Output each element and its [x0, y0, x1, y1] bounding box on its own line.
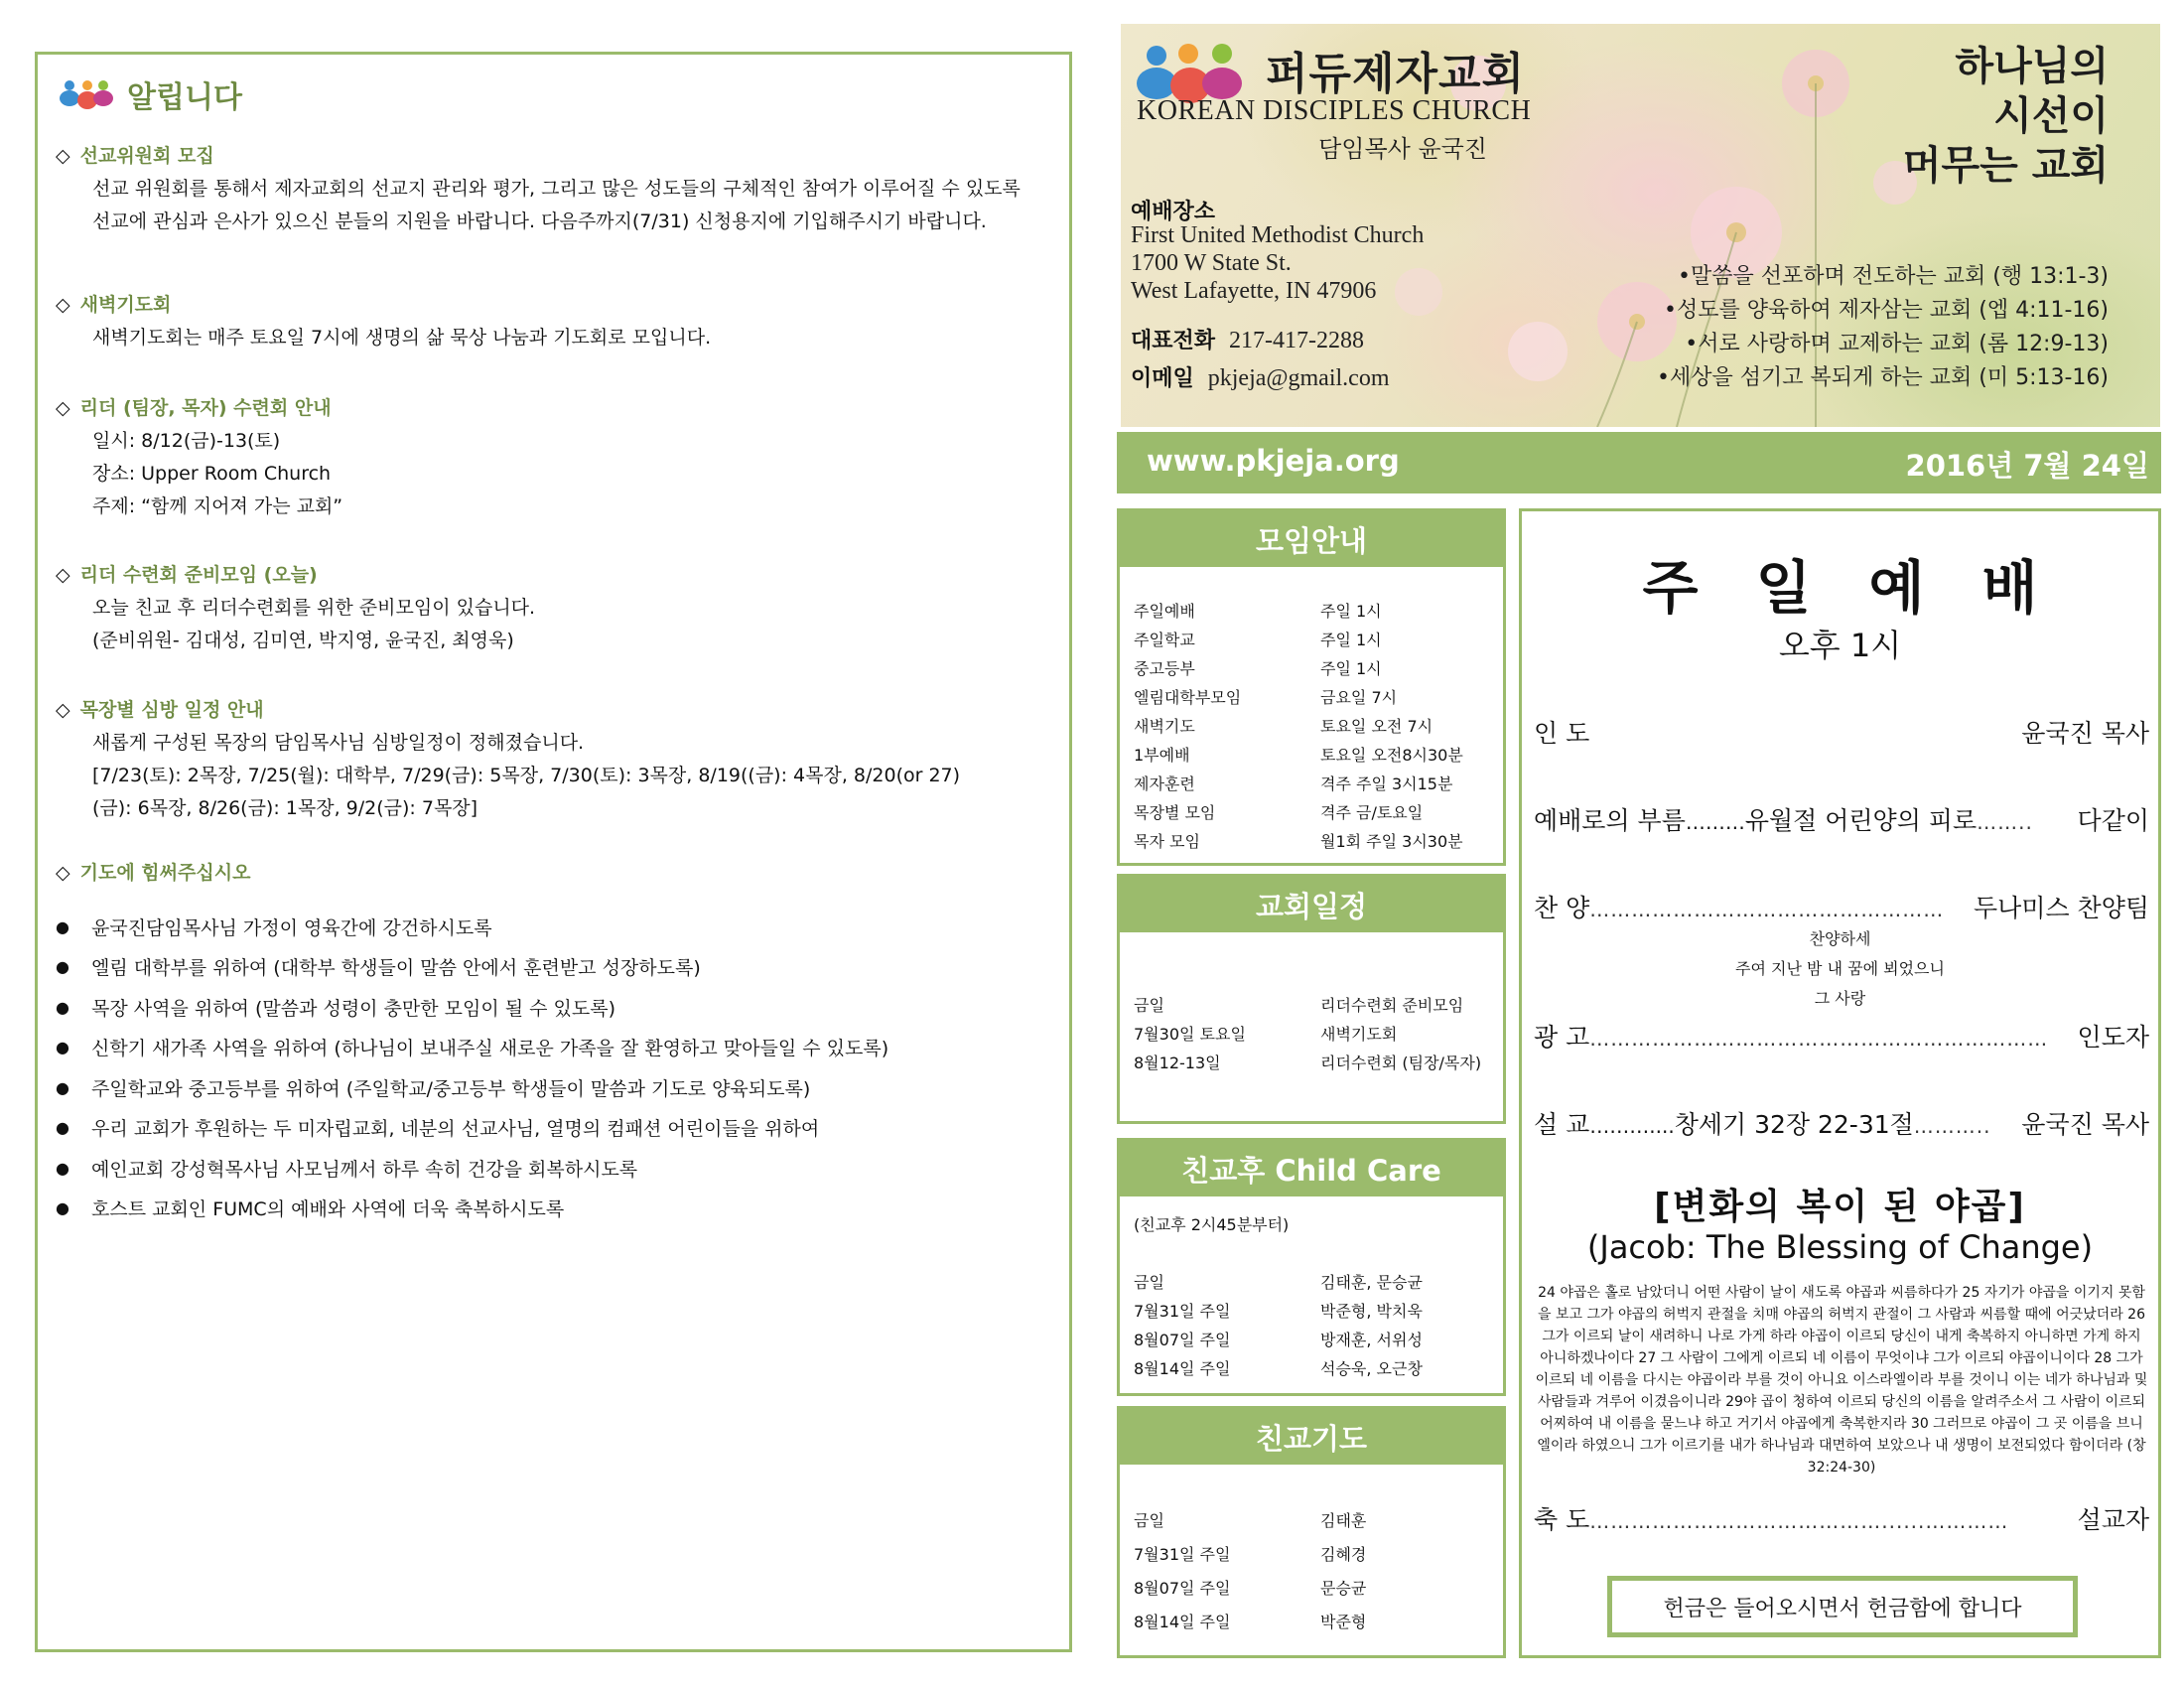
meetings-title: 모임안내 — [1120, 511, 1503, 567]
list-item: ● 예인교회 강성혁목사님 사모님께서 하루 속히 건강을 회복하시도록 — [56, 1158, 638, 1181]
worship-title: 주일예배 — [1642, 554, 2096, 622]
email-row — [1131, 361, 1389, 392]
worship-order-panel — [1519, 508, 2161, 1658]
order-announcements: 광 고 ………………………………………………………… 인도자 — [1534, 1018, 2149, 1054]
bullet-icon: ● — [56, 957, 69, 977]
order-text: 창세기 32장 22-31절 — [1674, 1110, 1914, 1139]
diamond-icon: ◇ — [56, 294, 70, 316]
prayer-list — [56, 907, 1058, 1228]
phone-label: 대표전화 — [1131, 329, 1216, 353]
bullet-icon: ● — [56, 1158, 69, 1178]
mission-item: •말씀을 선포하며 전도하는 교회 (행 13:1-3) — [1678, 264, 2109, 289]
order-label: 축 도 — [1534, 1505, 1590, 1534]
mission-list — [1657, 260, 2109, 395]
offering-notice: 헌금은 들어오시면서 헌금함에 합니다 — [1607, 1576, 2078, 1637]
worship-place-label: 예배장소 — [1131, 200, 1216, 224]
childcare-title: 친교후 Child Care — [1120, 1141, 1503, 1196]
order-value: 다같이 — [2077, 806, 2149, 835]
order-value: 두나미스 찬양팀 — [1974, 894, 2149, 922]
announcement-retreat-prep — [56, 559, 1058, 657]
diamond-icon: ◇ — [56, 397, 70, 419]
announcement-title: 선교위원회 모집 — [79, 145, 214, 167]
list-item: ● 주일학교와 중고등부를 위하여 (주일학교/중고등부 학생들이 말씀과 기도로 양육되도록) — [56, 1077, 811, 1100]
announcement-title: 목장별 심방 일정 안내 — [79, 699, 264, 721]
email-label: 이메일 — [1131, 366, 1194, 391]
church-slogan: 하나님의 시선이 머무는 교회 — [1902, 44, 2109, 189]
bullet-icon: ● — [56, 997, 69, 1017]
fellowship-prayer-title: 친교기도 — [1120, 1409, 1503, 1465]
announcement-line: 선교에 관심과 은사가 있으신 분들의 지원을 바랍니다. 다음주까지(7/31) 신청용지에 기입해주시기 바랍니다. — [92, 211, 987, 232]
order-text: 유월절 어린양의 피로 — [1744, 806, 1978, 835]
order-label: 설 교 — [1534, 1110, 1590, 1139]
order-hymn: 찬 양 …………………………………………… 두나미스 찬양팀 — [1534, 889, 2149, 924]
list-item: 주여 지난 밤 내 꿈에 뵈었으니 — [1735, 959, 1945, 978]
bullet-icon: ● — [56, 1038, 69, 1057]
address-line: West Lafayette, IN 47906 — [1131, 278, 1377, 304]
church-name-korean: 퍼듀제자교회 — [1266, 49, 1526, 99]
announcement-line: (준비위원- 김대성, 김미연, 박지영, 윤국진, 최영욱) — [92, 630, 514, 651]
order-value: 윤국진 목사 — [2021, 719, 2149, 748]
order-benediction: 축 도 ……………………………………......………… 설교자 — [1534, 1500, 2149, 1536]
announcement-line: 새롭게 구성된 목장의 담임목사님 심방일정이 정해졌습니다. — [92, 732, 585, 754]
address-line: 1700 W State St. — [1131, 250, 1292, 276]
list-item: ● 목장 사역을 위하여 (말씀과 성령이 충만한 모임이 될 수 있도록) — [56, 997, 616, 1020]
mission-item: •서로 사랑하며 교제하는 교회 (롬 12:9-13) — [1685, 332, 2109, 356]
worship-time: 오후 1시 — [1778, 627, 1902, 664]
order-value: 인도자 — [2077, 1023, 2149, 1052]
announcement-dawn-prayer — [56, 289, 1058, 354]
hymn-list — [1522, 924, 2158, 1014]
order-call-to-worship: 예배로의 부름 ……… 유월절 어린양의 피로 …….. 다같이 — [1534, 801, 2149, 837]
list-item: ● 호스트 교회인 FUMC의 예배와 사역에 더욱 축복하시도록 — [56, 1198, 565, 1221]
announcement-line: 새벽기도회는 매주 토요일 7시에 생명의 삶 묵상 나눔과 기도회로 모입니다. — [92, 327, 712, 349]
announcement-line: 주제: “함께 지어져 가는 교회” — [92, 495, 343, 517]
announcement-title: 리더 수련회 준비모임 (오늘) — [79, 564, 318, 586]
scripture-text: 24 야곱은 홀로 남았더니 어떤 사람이 날이 새도록 야곱과 씨름하다가 25 자기가 야곱을 이기지 못함을 보고 그가 야곱의 허벅지 관절을 치매 야곱의 허벅지 관절이 그 사람과 씨름할 때에 어긋났더라 26 그가 이르되 날이 새려하니 나로 가게 하라 야곱이 이르되 당신이 내게 축복하지 아니하면 가게 하지 아니하겠나이다 27 그 사람이 그에게 이르되 네 이름이 무엇이냐 그가 이르되 야곱이니이다 28 그가 이르되 네 이름을 다시는 야곱이라 부를 것이 아니요 이스라엘이라 부를 것이니 이는 네가 하나님과 및 사람들과 겨루어 이겼음이니라 29야 곱이 청하여 이르되 당신의 이름을 알려주소서 그 사람이 이르되 어찌하여 내 이름을 묻느냐 하고 거기서 야곱에게 축복한지라 30 그러므로 야곱이 그 곳 이름을 브니엘이라 하였으니 그가 이르기를 내가 하나님과 대면하여 보았으나 내 생명이 보전되었다 함이더라 (창 32:24-30) — [1535, 1285, 2148, 1476]
diamond-icon: ◇ — [56, 564, 70, 586]
meetings-box: 모임안내 주일예배 주일 1시 주일학교 주일 1시 중고등부 주일 1시 엘림대학부모임 금요일 7시 새벽기도 토요일 오전 7시 1부예배 토요일 오전8시30분 제자훈련 격주 주일 3시15분 목장별 모임 격주 금/토요일 목자 모임 월1회 주일 3시30분 — [1117, 508, 1506, 866]
bullet-icon: ● — [56, 1118, 69, 1138]
announcement-title: 기도에 힘써주십시오 — [79, 862, 251, 884]
order-label: 인 도 — [1534, 719, 1590, 748]
announcements-header — [56, 72, 242, 116]
website-date-bar — [1117, 432, 2161, 493]
list-item: ● 신학기 새가족 사역을 위하여 (하나님이 보내주실 새로운 가족을 잘 환영하고 맞아들일 수 있도록) — [56, 1038, 889, 1060]
order-label: 예배로의 부름 — [1534, 806, 1686, 835]
phone-number: 217-417-2288 — [1229, 328, 1364, 353]
email-address: pkjeja@gmail.com — [1207, 365, 1390, 391]
diamond-icon: ◇ — [56, 862, 70, 884]
bullet-icon: ● — [56, 916, 69, 936]
website-link[interactable]: www.pkjeja.org — [1147, 444, 1400, 478]
sermon-title: [변화의 복이 된 야곱] — [1654, 1187, 2026, 1227]
announcements-title: 알립니다 — [127, 80, 242, 115]
announcements-panel — [35, 52, 1072, 1652]
mission-item: •성도를 양육하여 제자삼는 교회 (엡 4:11-16) — [1664, 298, 2109, 323]
order-leader — [1534, 714, 2149, 750]
church-schedule-box: 교회일정 금일 리더수련회 준비모임 7월30일 토요일 새벽기도회 8월12-13일 리더수련회 (팀장/목자) — [1117, 874, 1506, 1124]
announcement-line: [7/23(토): 2목장, 7/25(월): 대학부, 7/29(금): 5목장, 7/30(토): 3목장, 8/19((금): 4목장, 8/20(or 27) — [92, 765, 961, 786]
announcement-title: 리더 (팀장, 목자) 수련회 안내 — [79, 397, 332, 419]
order-sermon: 설 교 ……….... 창세기 32장 22-31절 ……….. 윤국진 목사 — [1534, 1105, 2149, 1141]
diamond-icon: ◇ — [56, 145, 70, 167]
church-name-english: KOREAN DISCIPLES CHURCH — [1137, 95, 1532, 126]
diamond-icon: ◇ — [56, 699, 70, 721]
list-item: ● 우리 교회가 후원하는 두 미자립교회, 네분의 선교사님, 열명의 컴패션 어린이들을 위하여 — [56, 1118, 820, 1141]
announcement-line: 일시: 8/12(금)-13(토) — [92, 430, 281, 452]
order-label: 광 고 — [1534, 1023, 1590, 1052]
phone-row — [1131, 324, 1364, 354]
order-value: 설교자 — [2077, 1505, 2149, 1534]
bulletin-date: 2016년 7월 24일 — [1905, 449, 2149, 483]
mission-item: •세상을 섬기고 복되게 하는 교회 (미 5:13-16) — [1657, 365, 2109, 390]
church-logo-icon — [56, 74, 119, 114]
sermon-subtitle: (Jacob: The Blessing of Change) — [1586, 1228, 2094, 1266]
church-banner — [1121, 24, 2160, 427]
announcement-prayer-requests — [56, 857, 1058, 890]
schedule-title: 교회일정 — [1120, 877, 1503, 932]
announcement-line: 선교 위원회를 통해서 제자교회의 선교지 관리와 평가, 그리고 많은 성도들의 구체적인 참여가 이루어질 수 있도록 — [92, 178, 1021, 200]
list-item: 찬양하세 — [1809, 929, 1871, 948]
announcement-line: 오늘 친교 후 리더수련회를 위한 준비모임이 있습니다. — [92, 597, 536, 619]
order-label: 찬 양 — [1534, 894, 1590, 922]
childcare-box: 친교후 Child Care (친교후 2시45분부터) 금일 김태훈, 문승균 7월31일 주일 박준형, 박치욱 8월07일 주일 방재훈, 서위성 8월14일 주일 석승욱, 오근창 — [1117, 1138, 1506, 1396]
order-value: 윤국진 목사 — [2021, 1110, 2149, 1139]
fellowship-prayer-box: 친교기도 금일 김태훈 7월31일 주일 김혜경 8월07일 주일 문승균 8월14일 주일 박준형 — [1117, 1406, 1506, 1658]
announcement-line: 장소: Upper Room Church — [92, 463, 332, 485]
list-item: ● 윤국진담임목사님 가정이 영육간에 강건하시도록 — [56, 916, 492, 939]
announcement-title: 새벽기도회 — [79, 294, 172, 316]
bullet-icon: ● — [56, 1198, 69, 1218]
announcement-leader-retreat — [56, 392, 1058, 523]
announcement-missions — [56, 140, 1058, 238]
list-item: 그 사랑 — [1814, 989, 1866, 1008]
address-line: First United Methodist Church — [1131, 222, 1425, 248]
bullet-icon: ● — [56, 1077, 69, 1097]
list-item: ● 엘림 대학부를 위하여 (대학부 학생들이 말씀 안에서 훈련받고 성장하도록) — [56, 957, 701, 980]
announcement-visitation — [56, 694, 1058, 825]
announcement-line: (금): 6목장, 8/26(금): 1목장, 9/2(금): 7목장] — [92, 797, 478, 819]
senior-pastor: 담임목사 윤국진 — [1318, 135, 1487, 163]
